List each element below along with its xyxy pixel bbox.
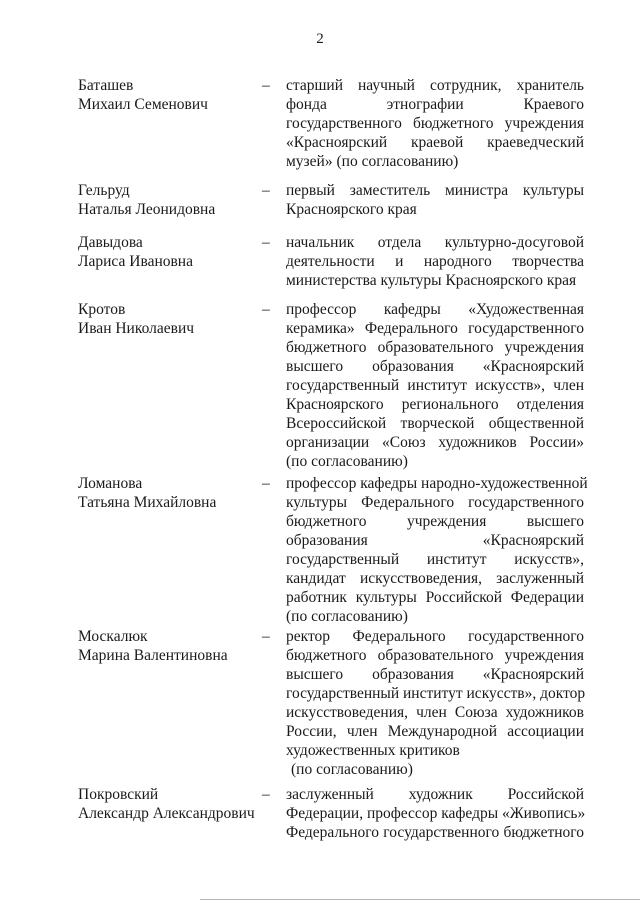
position-line: (по согласованию) [286, 608, 408, 625]
position-line: первый заместитель министра культуры [286, 182, 584, 199]
position-line: государственный институт искусств», член [286, 377, 584, 394]
member-surname: Москалюк [78, 628, 148, 645]
member-surname: Ломанова [78, 475, 143, 492]
member-given-names: Михаил Семенович [78, 96, 208, 113]
member-name [78, 474, 258, 512]
member-given-names: Иван Николаевич [78, 320, 195, 337]
position-line: государственного бюджетного учреждения [286, 115, 584, 132]
member-name [78, 627, 258, 665]
member-surname: Баташев [78, 77, 134, 94]
position-line: кандидат искусствоведения, заслуженный [286, 570, 584, 587]
position-line: «Красноярский краевой краеведческий [286, 134, 584, 151]
page-bottom-rule [200, 899, 640, 900]
position-line: культуры Федерального государственного [286, 494, 584, 511]
position-line: Всероссийской творческой общественной [286, 415, 584, 432]
position-line: профессор кафедры «Художественная [286, 301, 584, 318]
member-position [286, 233, 584, 290]
member-position [286, 627, 584, 779]
member-position [286, 474, 588, 626]
member-position [286, 785, 584, 842]
member-name [78, 300, 258, 338]
member-position [286, 300, 584, 471]
position-line: бюджетного учреждения высшего [286, 513, 584, 530]
member-given-names: Татьяна Михайловна [78, 494, 217, 511]
position-line: работник культуры Российской Федерации [286, 589, 584, 606]
position-line: художественных критиков [286, 742, 460, 759]
position-line: министерства культуры Красноярского края [286, 272, 577, 289]
position-line: Красноярского края [286, 201, 417, 218]
member-given-names: Марина Валентиновна [78, 647, 228, 664]
position-line: начальник отдела культурно-досуговой [286, 234, 584, 251]
member-name [78, 76, 258, 114]
dash-separator: – [262, 786, 270, 803]
dash-separator: – [262, 182, 270, 199]
dash-separator: – [262, 77, 270, 94]
position-line: Федерального государственного бюджетного [286, 824, 584, 841]
member-name [78, 233, 258, 271]
position-line: искусствоведения, член Союза художников [286, 704, 584, 721]
position-line: высшего образования «Красноярский [286, 666, 584, 683]
position-line: деятельности и народного творчества [286, 253, 584, 270]
position-line: старший научный сотрудник, хранитель [286, 77, 584, 94]
position-line: бюджетного образовательного учреждения [286, 339, 584, 356]
member-position [286, 76, 584, 171]
position-line: (по согласованию) [291, 761, 413, 778]
position-line: организации «Союз художников России» [286, 434, 584, 451]
member-name [78, 181, 258, 219]
position-line: Красноярского регионального отделения [286, 396, 584, 413]
member-surname: Давыдова [78, 234, 143, 251]
position-line: фонда этнографии Краевого [286, 96, 584, 113]
dash-separator: – [262, 475, 270, 492]
dash-separator: – [262, 301, 270, 318]
position-line: бюджетного образовательного учреждения [286, 647, 584, 664]
dash-separator: – [262, 234, 270, 251]
member-name [78, 785, 258, 823]
member-given-names: Наталья Леонидовна [78, 201, 216, 218]
position-line: Федерации, профессор кафедры «Живопись» [286, 805, 586, 822]
dash-separator: – [262, 628, 270, 645]
member-given-names: Лариса Ивановна [78, 253, 193, 270]
member-surname: Кротов [78, 301, 126, 318]
position-line: ректор Федерального государственного [286, 628, 584, 645]
member-surname: Покровский [78, 786, 159, 803]
position-line: профессор кафедры народно-художественной [286, 475, 588, 492]
member-surname: Гельруд [78, 182, 130, 199]
position-line: образования «Красноярский [286, 532, 584, 549]
position-line: государственный институт искусств», [286, 551, 584, 568]
position-line: музей» (по согласованию) [286, 153, 459, 170]
position-line: высшего образования «Красноярский [286, 358, 584, 375]
member-given-names: Александр Александрович [78, 805, 255, 822]
position-line: России, член Международной ассоциации [286, 723, 584, 740]
position-line: (по согласованию) [286, 453, 408, 470]
position-line: заслуженный художник Российской [286, 786, 584, 803]
position-line: керамика» Федерального государственного [286, 320, 584, 337]
member-position [286, 181, 584, 219]
position-line: государственный институт искусств», доктор [286, 685, 586, 702]
page-number: 2 [316, 31, 324, 47]
